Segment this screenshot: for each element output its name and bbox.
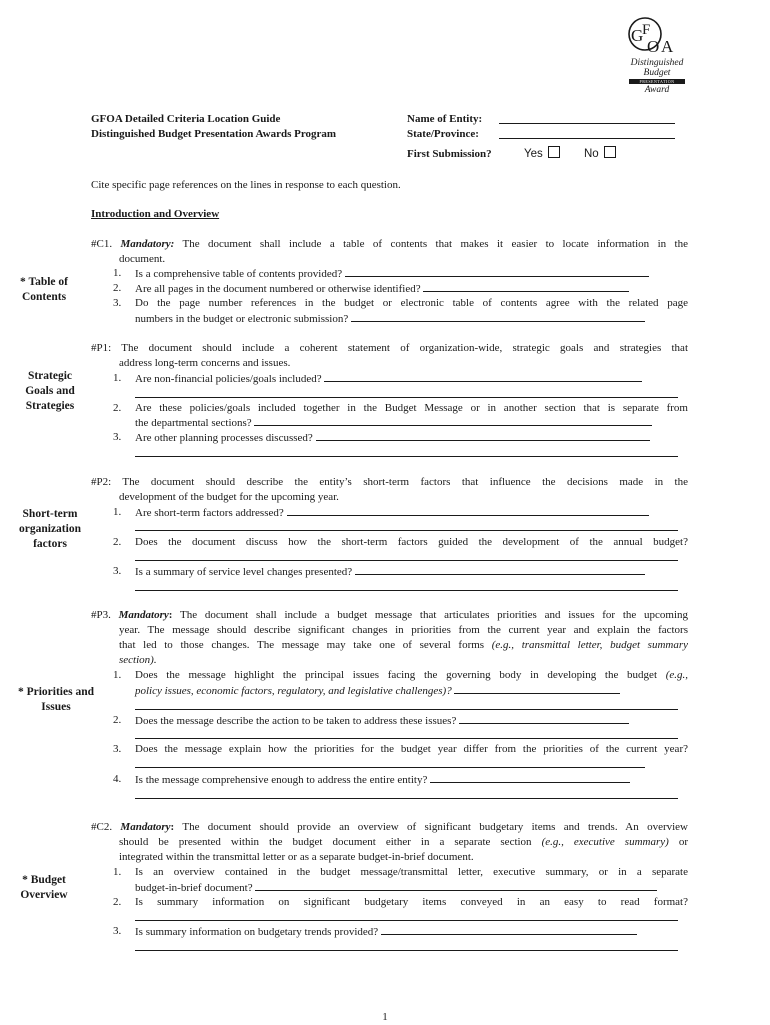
c2-mandatory: Mandatory (120, 821, 171, 833)
p3-text (91, 608, 688, 623)
c2-q3-number: 3. (113, 925, 122, 937)
c1-text (91, 237, 688, 252)
state-label: State/Province: (407, 128, 479, 140)
side-label-line: Contents (21, 291, 67, 303)
logo-line-award: Award (644, 85, 670, 95)
c2-text-line2 (119, 835, 688, 850)
p2-q1-answer-line-2[interactable] (135, 530, 678, 531)
p3-q1-answer-line-2[interactable] (135, 709, 678, 710)
p3-q3-text: Does the message explain how the priorities for the budget year differ from the priorities of the current year? (135, 743, 688, 755)
c1-q1-text: Is a comprehensive table of contents provided? (135, 268, 343, 280)
svg-text:O: O (647, 37, 660, 56)
p3-q4-text: Is the message comprehensive enough to address the entire entity? (135, 774, 428, 786)
c2-q2-answer-line[interactable] (135, 920, 678, 921)
gfoa-emblem-icon (625, 14, 689, 60)
p2-text-line2: development of the budget for the upcoming year. (119, 491, 339, 503)
p3-colon: : (168, 609, 173, 621)
no-checkbox[interactable] (604, 146, 616, 158)
p2-text-line1: #P2: The document should describe the entity’s short-term factors that influence the decisions made in the (91, 476, 688, 488)
no-option[interactable] (584, 146, 616, 162)
logo-line-budget: Budget (643, 68, 671, 78)
p2-q2-answer-line[interactable] (135, 560, 678, 561)
p3-q1-text-b: (e.g., (665, 669, 688, 681)
c1-q3 (135, 311, 688, 327)
side-label-table-of-contents (6, 275, 82, 305)
p2-q1-number: 1. (113, 506, 122, 518)
p1-text-line2: address long-term concerns and issues. (119, 357, 291, 369)
c2-text-line2c: or (678, 836, 688, 848)
p1-q3-number: 3. (113, 431, 122, 443)
p3-q4-number: 4. (113, 773, 122, 785)
side-label-line: Strategies (25, 400, 75, 412)
first-submission-label: First Submission? (407, 148, 492, 160)
p1-q3-text: Are other planning processes discussed? (135, 432, 313, 444)
p2-q1 (135, 505, 688, 521)
p1-q2-answer-line[interactable] (254, 415, 652, 426)
p3-id: #P3. (91, 609, 111, 621)
c1-q3-text-line1: Do the page number references in the budget or electronic table of contents agree with the related page (135, 297, 688, 309)
p3-q1-text-c: policy issues, economic factors, regulatory, and legislative challenges)? (135, 685, 452, 697)
c2-colon: : (170, 821, 175, 833)
p3-text-line1: The document shall include a budget message that articulates priorities and issues for the upcoming (179, 609, 689, 621)
p2-q3-answer-line[interactable] (355, 564, 645, 575)
no-label: No (584, 148, 599, 160)
p2-q3-text: Is a summary of service level changes presented? (135, 566, 353, 578)
p3-q4-answer-line-2[interactable] (135, 798, 678, 799)
p1-text-line1: #P1: The document should include a coherent statement of organization-wide, strategic goals and strategies that (91, 342, 688, 354)
c1-q1-number: 1. (113, 267, 122, 279)
p3-q1-answer-line[interactable] (454, 683, 620, 694)
c1-q2 (135, 281, 688, 297)
p3-q4-answer-line[interactable] (430, 772, 630, 783)
p2-q3 (135, 564, 688, 580)
p3-q1-line2 (135, 683, 688, 699)
entity-name-field[interactable] (499, 113, 675, 124)
yes-option[interactable] (524, 146, 560, 162)
p3-q2-answer-line[interactable] (459, 713, 629, 724)
p2-q3-answer-line-2[interactable] (135, 590, 678, 591)
p2-q2-text: Does the document discuss how the short-term factors guided the development of the annual budget? (135, 536, 688, 548)
p1-q1-number: 1. (113, 372, 122, 384)
p3-q3-answer-line[interactable] (135, 767, 645, 768)
p3-q3-number: 3. (113, 743, 122, 755)
side-label-line: Goals and (25, 385, 75, 397)
p3-q2-answer-line-2[interactable] (135, 738, 678, 739)
instructions: Cite specific page references on the lines in response to each question. (91, 179, 401, 191)
yes-label: Yes (524, 148, 543, 160)
c1-q1 (135, 266, 688, 282)
c1-text-line2: document. (119, 253, 166, 265)
p3-q2 (135, 713, 688, 729)
p3-q2-text: Does the message describe the action to be taken to address these issues? (135, 715, 457, 727)
section-title: Introduction and Overview (91, 208, 220, 220)
gfoa-logo (625, 14, 689, 98)
page-number: 1 (382, 1011, 388, 1023)
c2-text-line2b: (e.g., executive summary) (541, 836, 669, 848)
c2-text-line1: The document should provide an overview of significant budgetary items and trends. An overview (182, 821, 689, 833)
p3-text-line3 (119, 638, 688, 653)
c2-q3-answer-line-2[interactable] (135, 950, 678, 951)
side-label-budget-overview (6, 873, 82, 903)
p1-q3-answer-line-2[interactable] (135, 456, 678, 457)
svg-text:G: G (631, 26, 644, 45)
p1-q1-answer-line[interactable] (324, 371, 642, 382)
c1-q2-number: 2. (113, 282, 122, 294)
p1-q3-answer-line[interactable] (316, 430, 650, 441)
side-label-strategic-goals (12, 369, 88, 414)
p1-q2-text-line2: the departmental sections? (135, 417, 252, 429)
side-label-line: * Priorities and (17, 686, 95, 698)
p1-q2-number: 2. (113, 402, 122, 414)
p3-q2-number: 2. (113, 714, 122, 726)
p2-q3-number: 3. (113, 565, 122, 577)
c2-q3-text: Is summary information on budgetary trends provided? (135, 926, 379, 938)
c2-q1-answer-line[interactable] (255, 880, 657, 891)
c2-q2-number: 2. (113, 896, 122, 908)
logo-line-distinguished: Distinguished (630, 58, 684, 68)
p3-q1-line1 (135, 668, 688, 683)
c2-q1-text-line1: Is an overview contained in the budget message/transmittal letter, executive summary, or in a separate (135, 866, 688, 878)
state-province-field[interactable] (499, 128, 675, 139)
c1-q1-answer-line[interactable] (345, 266, 649, 277)
doc-title: GFOA Detailed Criteria Location Guide (91, 113, 281, 125)
p3-text-line3b: (e.g., transmittal letter, budget summary (491, 639, 689, 651)
c2-text (91, 820, 688, 835)
c2-q1 (135, 880, 688, 896)
c1-q3-answer-line[interactable] (351, 311, 645, 322)
c2-q1-number: 1. (113, 866, 122, 878)
c1-q3-text-line2: numbers in the budget or electronic submission? (135, 313, 349, 325)
side-label-line: organization (19, 523, 81, 535)
p1-q2-text-line1: Are these policies/goals included together in the Budget Message or in another section that is separate from (135, 402, 688, 414)
p1-q1-answer-line-2[interactable] (135, 397, 678, 398)
svg-text:F: F (642, 22, 651, 38)
svg-text:A: A (661, 37, 674, 56)
c1-mandatory: Mandatory: (120, 238, 175, 250)
side-label-line: factors (33, 538, 67, 550)
p1-q2 (135, 415, 688, 431)
c2-q3 (135, 924, 688, 940)
side-label-line: * Table of (20, 276, 68, 288)
p3-q1-text-a: Does the message highlight the principal issues facing the governing body in developing the budget (135, 669, 657, 681)
p3-mandatory: Mandatory (118, 609, 169, 621)
p3-text-line4: section). (119, 654, 157, 666)
c1-q2-text: Are all pages in the document numbered or otherwise identified? (135, 283, 421, 295)
side-label-line: Short-term (22, 508, 78, 520)
c1-q2-answer-line[interactable] (423, 281, 629, 292)
c1-id: #C1. (91, 238, 113, 250)
p3-q4 (135, 772, 688, 788)
p3-text-line2: year. The message should describe significant changes in priorities from the current year and explain the factors (119, 624, 688, 636)
c2-text-line2a: should be presented within the budget document either in a separate section (119, 836, 532, 848)
doc-subtitle: Distinguished Budget Presentation Awards Program (91, 128, 337, 140)
p3-text-line3a: that led to those changes. The message may take one of several forms (119, 639, 485, 651)
c2-text-line3: integrated within the transmittal letter or as a separate budget-in-brief document. (119, 851, 474, 863)
c1-text-line1: The document shall include a table of contents that makes it easier to locate information in the (182, 238, 688, 250)
p3-q1-number: 1. (113, 669, 122, 681)
side-label-line: * Budget (22, 874, 66, 886)
p1-q1 (135, 371, 688, 387)
p2-q1-answer-line[interactable] (287, 505, 649, 516)
side-label-line: Issues (41, 701, 71, 713)
logo-band: PRESENTATION (629, 79, 685, 84)
c1-q3-number: 3. (113, 297, 122, 309)
side-label-short-term-factors (12, 507, 88, 552)
p1-q3 (135, 430, 688, 446)
c2-q3-answer-line[interactable] (381, 924, 637, 935)
p1-q1-text: Are non-financial policies/goals included? (135, 373, 322, 385)
side-label-line: Strategic (27, 370, 73, 382)
p2-q1-text: Are short-term factors addressed? (135, 507, 284, 519)
yes-checkbox[interactable] (548, 146, 560, 158)
p2-q2-number: 2. (113, 536, 122, 548)
side-label-priorities-issues (8, 685, 104, 715)
side-label-line: Overview (20, 889, 68, 901)
c2-id: #C2. (91, 821, 113, 833)
entity-label: Name of Entity: (407, 113, 483, 125)
c2-q2-text: Is summary information on significant budgetary items conveyed in an easy to read format? (135, 896, 688, 908)
c2-q1-text-line2: budget-in-brief document? (135, 882, 253, 894)
